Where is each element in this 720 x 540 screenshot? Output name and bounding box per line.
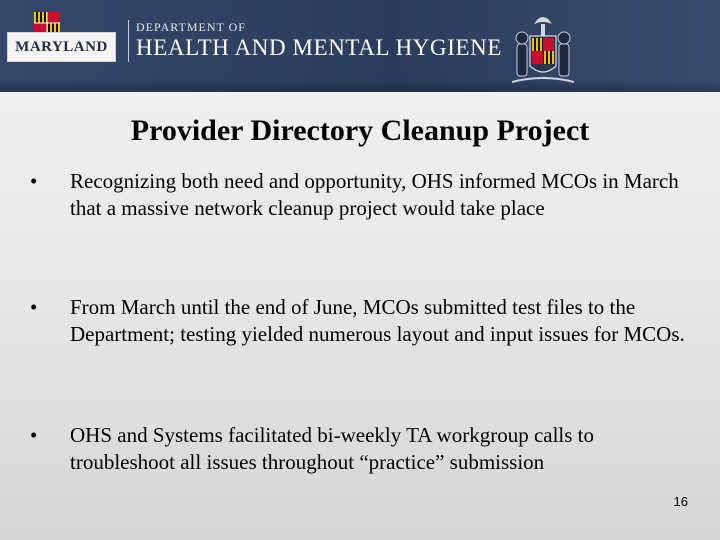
maryland-flag-icon: [34, 12, 60, 34]
page-number: 16: [673, 494, 688, 509]
header-banner: [0, 0, 720, 92]
bullet-marker: •: [30, 295, 38, 319]
header-divider: [128, 20, 129, 62]
slide-title: Provider Directory Cleanup Project: [130, 114, 590, 147]
bullet-marker: •: [30, 423, 38, 447]
bullet-text: Recognizing both need and opportunity, OHS informed MCOs in March that a massive network cleanup project would take place: [70, 169, 679, 220]
bullet-item: [30, 294, 690, 348]
bullet-text: From March until the end of June, MCOs submitted test files to the Department; testing yielded numerous layout and input issues for MCOs.: [70, 295, 685, 346]
banner-shadow: [0, 78, 720, 92]
department-name: HEALTH AND MENTAL HYGIENE: [136, 35, 502, 60]
bullet-item: [30, 168, 690, 222]
department-label: DEPARTMENT OF: [136, 20, 246, 34]
bullet-text: OHS and Systems facilitated bi-weekly TA workgroup calls to troubleshoot all issues throughout “practice” submission: [70, 423, 595, 474]
state-seal-icon: [500, 2, 586, 90]
maryland-logo: MARYLAND: [7, 32, 116, 62]
bullet-item: [30, 422, 690, 476]
bullet-marker: •: [30, 169, 38, 193]
